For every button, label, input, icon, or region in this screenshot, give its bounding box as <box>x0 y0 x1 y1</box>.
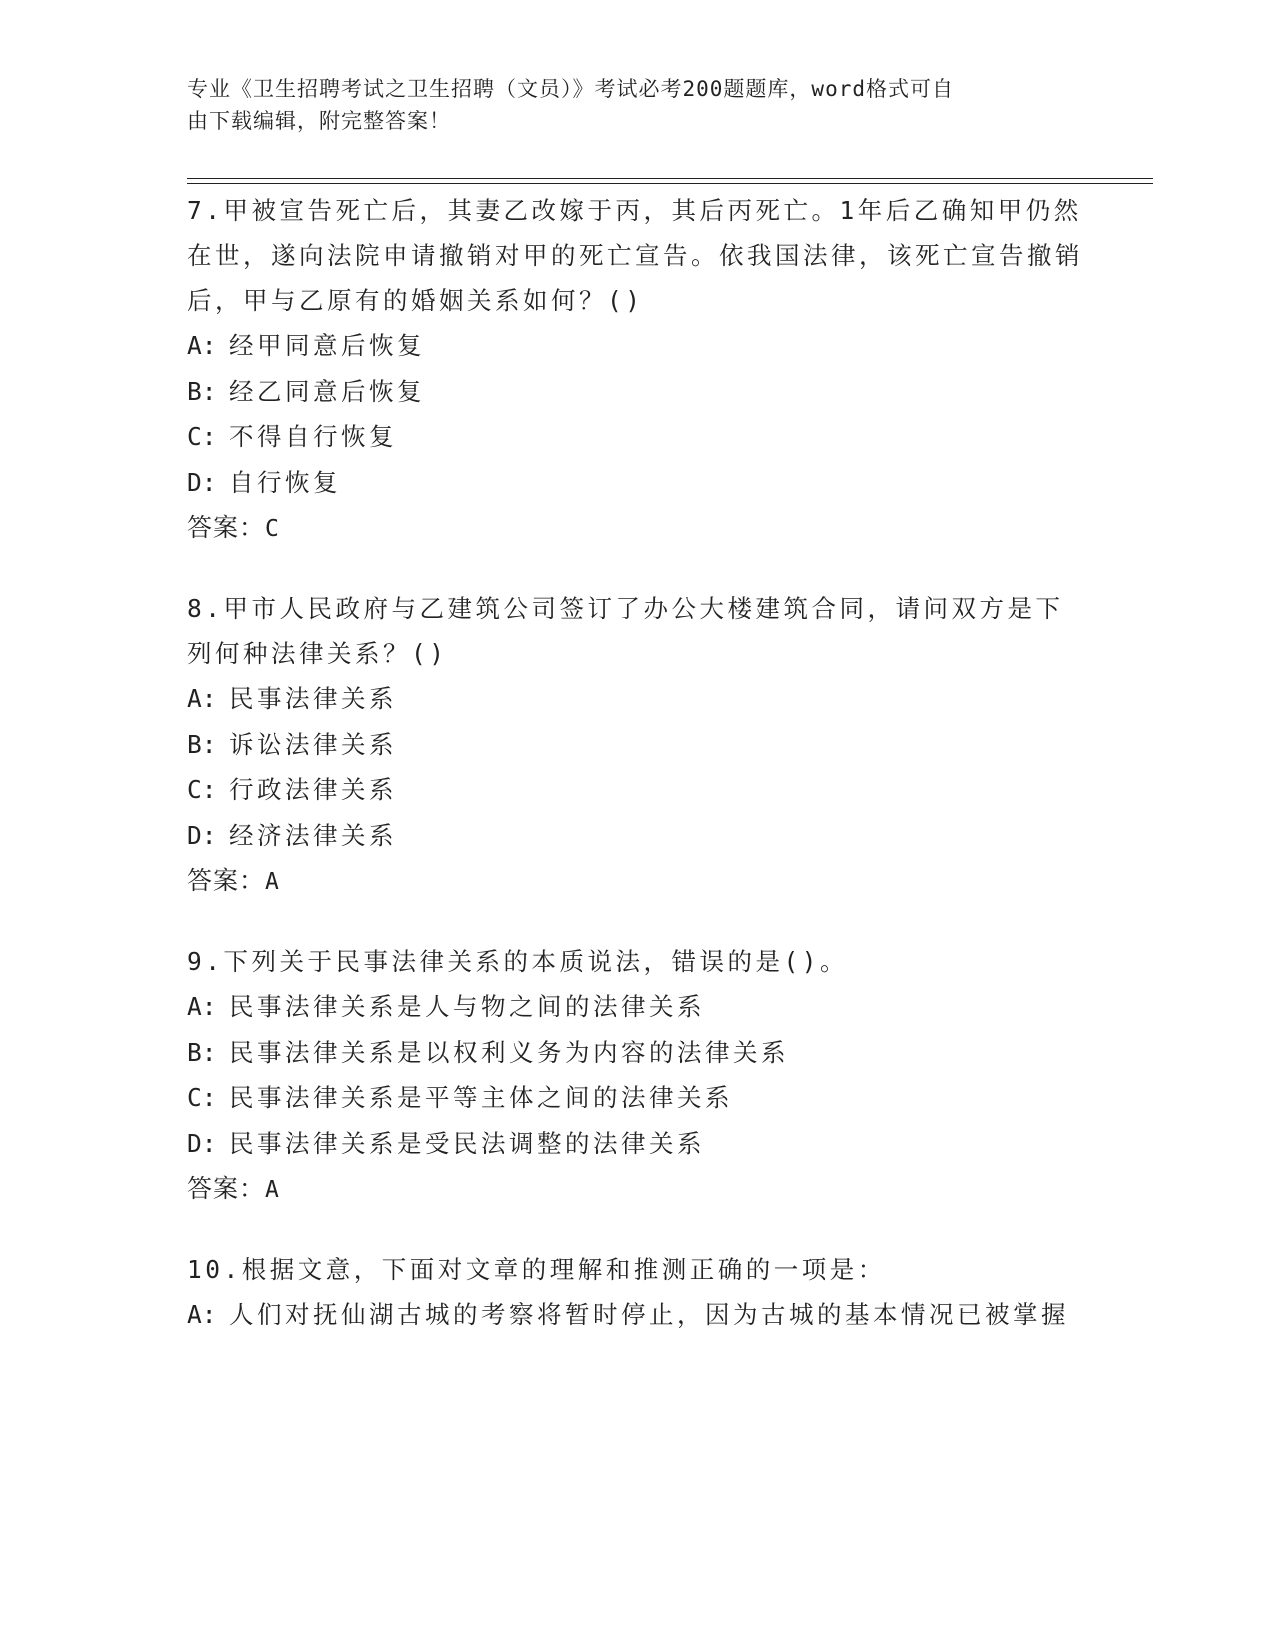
answer-label: 答案： <box>187 513 266 542</box>
question-9 <box>187 939 1087 1213</box>
option-text: 诉讼法律关系 <box>229 729 397 759</box>
question-stem: 8.甲市人民政府与乙建筑公司签订了办公大楼建筑合同，请问双方是下列何种法律关系？() <box>187 594 1064 668</box>
question-10 <box>187 1247 1087 1338</box>
option-letter: D: <box>187 820 217 850</box>
option-letter: A: <box>187 992 217 1021</box>
option-text: 民事法律关系是受民法调整的法律关系 <box>229 1128 705 1158</box>
option-a <box>187 1292 1087 1338</box>
option-c <box>187 1075 1087 1121</box>
option-text: 自行恢复 <box>229 467 341 497</box>
option-b <box>187 1030 1087 1076</box>
option-b <box>187 369 1087 415</box>
option-b <box>187 722 1087 768</box>
question-stem: 10.根据文意，下面对文章的理解和推测正确的一项是： <box>187 1255 886 1284</box>
question-stem: 9.下列关于民事法律关系的本质说法，错误的是()。 <box>187 947 848 976</box>
option-d <box>187 460 1087 506</box>
option-text: 人们对抚仙湖古城的考察将暂时停止，因为古城的基本情况已被掌握 <box>229 1300 1069 1329</box>
option-text: 经乙同意后恢复 <box>229 376 425 406</box>
option-text: 经甲同意后恢复 <box>229 331 425 360</box>
header-rule-top <box>187 178 1153 179</box>
option-c <box>187 414 1087 460</box>
option-letter: D: <box>187 1128 217 1158</box>
header-line-1: 专业《卫生招聘考试之卫生招聘（文员）》考试必考200题题库，word格式可自 <box>187 77 954 101</box>
option-letter: C: <box>187 1083 217 1112</box>
option-letter: D: <box>187 467 217 497</box>
answer-line <box>187 1166 1087 1213</box>
answer-value: A <box>265 1177 279 1203</box>
option-a <box>187 984 1087 1030</box>
header-line-2: 由下载编辑，附完整答案！ <box>187 109 451 133</box>
option-text: 经济法律关系 <box>229 820 397 850</box>
answer-line <box>187 858 1087 905</box>
header-rule-bottom <box>187 183 1153 184</box>
option-a <box>187 323 1087 369</box>
question-stem: 7.甲被宣告死亡后，其妻乙改嫁于丙，其后丙死亡。1年后乙确知甲仍然在世，遂向法院申请撤销对甲的死亡宣告。依我国法律，该死亡宣告撤销后，甲与乙原有的婚姻关系如何？() <box>187 196 1083 315</box>
option-text: 民事法律关系 <box>229 684 397 713</box>
question-list <box>187 188 1087 1372</box>
option-d <box>187 813 1087 859</box>
option-text: 不得自行恢复 <box>229 422 397 451</box>
option-letter: B: <box>187 376 217 406</box>
question-7 <box>187 188 1087 552</box>
option-letter: A: <box>187 684 217 713</box>
option-letter: B: <box>187 1037 217 1067</box>
option-a <box>187 676 1087 722</box>
answer-label: 答案： <box>187 866 266 895</box>
option-letter: A: <box>187 331 217 360</box>
option-letter: A: <box>187 1300 217 1329</box>
option-text: 行政法律关系 <box>229 775 397 804</box>
option-text: 民事法律关系是人与物之间的法律关系 <box>229 992 705 1021</box>
option-letter: C: <box>187 775 217 804</box>
question-8 <box>187 586 1087 905</box>
answer-value: C <box>265 516 279 542</box>
option-d <box>187 1121 1087 1167</box>
option-letter: B: <box>187 729 217 759</box>
option-c <box>187 767 1087 813</box>
answer-line <box>187 505 1087 552</box>
option-text: 民事法律关系是以权利义务为内容的法律关系 <box>229 1037 789 1067</box>
answer-label: 答案： <box>187 1174 266 1203</box>
option-letter: C: <box>187 422 217 451</box>
option-text: 民事法律关系是平等主体之间的法律关系 <box>229 1083 733 1112</box>
document-header <box>187 73 1067 137</box>
answer-value: A <box>265 869 279 895</box>
